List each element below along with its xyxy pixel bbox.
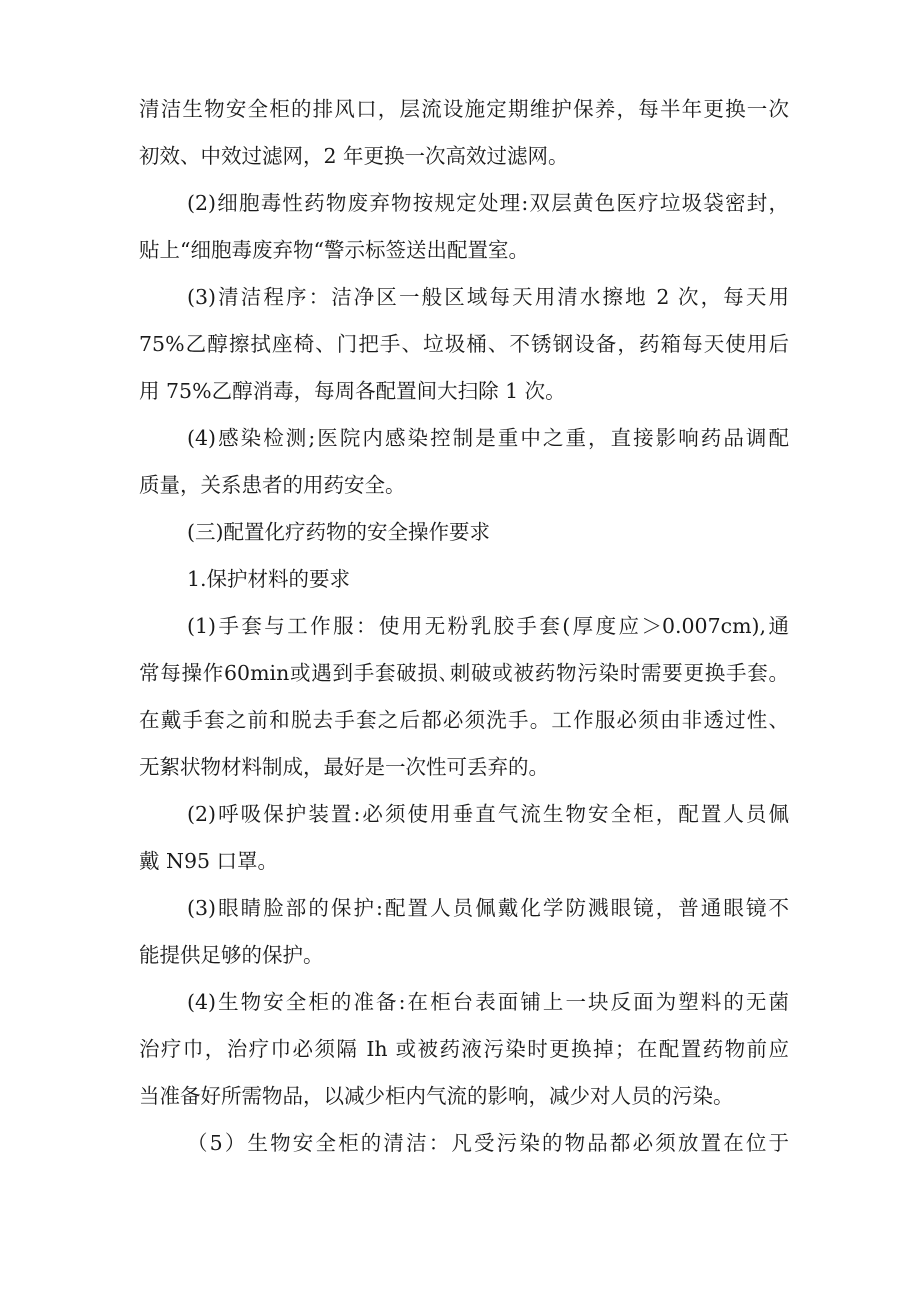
paragraph-gloves-gown [139,613,789,780]
subsection-heading [139,566,789,592]
paragraph-cabinet-cleaning [139,1130,789,1156]
text-line: 当准备好所需物品，以减少柜内气流的影响，减少对人员的污染。 [139,1084,734,1108]
text-line: 能提供足够的保护。 [139,943,324,967]
text-line: (1)手套与工作服：使用无粉乳胶手套(厚度应＞0.007cm),通 [187,614,789,638]
text-line: 戴 N95 口罩。 [139,849,279,873]
text-line: 初效、中效过滤网，2 年更换一次高效过滤网。 [139,144,569,168]
text-line: 在戴手套之前和脱去手套之后都必须洗手。工作服必须由非透过性、 [139,708,789,732]
document-body [139,96,789,1156]
text-line: 治疗巾，治疗巾必须隔 Ih 或被药液污染时更换掉；在配置药物前应 [139,1037,789,1061]
paragraph-cabinet-maintenance [139,96,789,169]
text-line: 用 75%乙醇消毒，每周各配置间大扫除 1 次。 [139,379,566,403]
text-line: 无絮状物材料制成，最好是一次性可丢弃的。 [139,755,549,779]
text-line: 清洁生物安全柜的排风口，层流设施定期维护保养，每半年更换一次 [139,97,789,121]
heading-line: (三)配置化疗药物的安全操作要求 [187,520,490,544]
text-line: (3)眼睛脸部的保护:配置人员佩戴化学防溅眼镜，普通眼镜不 [187,896,789,920]
text-line: 75%乙醇擦拭座椅、门把手、垃圾桶、不锈钢设备，药箱每天使用后 [139,332,789,356]
paragraph-cabinet-preparation [139,989,789,1109]
text-line: (2)细胞毒性药物废弃物按规定处理:双层黄色医疗垃圾袋密封， [187,191,789,215]
text-line: (4)生物安全柜的准备:在柜台表面铺上一块反面为塑料的无菌 [187,990,789,1014]
text-line: (4)感染检测;医院内感染控制是重中之重，直接影响药品调配 [187,426,789,450]
text-line: （5）生物安全柜的清洁：凡受污染的物品都必须放置在位于 [187,1131,789,1155]
paragraph-infection-detection [139,425,789,498]
text-line: 质量，关系患者的用药安全。 [139,473,406,497]
paragraph-respiratory-protection [139,801,789,874]
section-heading [139,519,789,545]
paragraph-waste-disposal [139,190,789,263]
text-line: 贴上“细胞毒废弃物“警示标签送出配置室。 [139,238,529,262]
paragraph-eye-protection [139,895,789,968]
text-line: (2)呼吸保护装置:必须使用垂直气流生物安全柜，配置人员佩 [187,802,789,826]
text-line: 常每操作60min或遇到手套破损､刺破或被药物污染时需要更换手套。 [139,661,789,685]
text-line: (3)清洁程序：洁净区一般区域每天用清水擦地 2 次，每天用 [187,285,789,309]
heading-line: 1.保护材料的要求 [187,567,351,591]
paragraph-cleaning-procedure [139,284,789,404]
